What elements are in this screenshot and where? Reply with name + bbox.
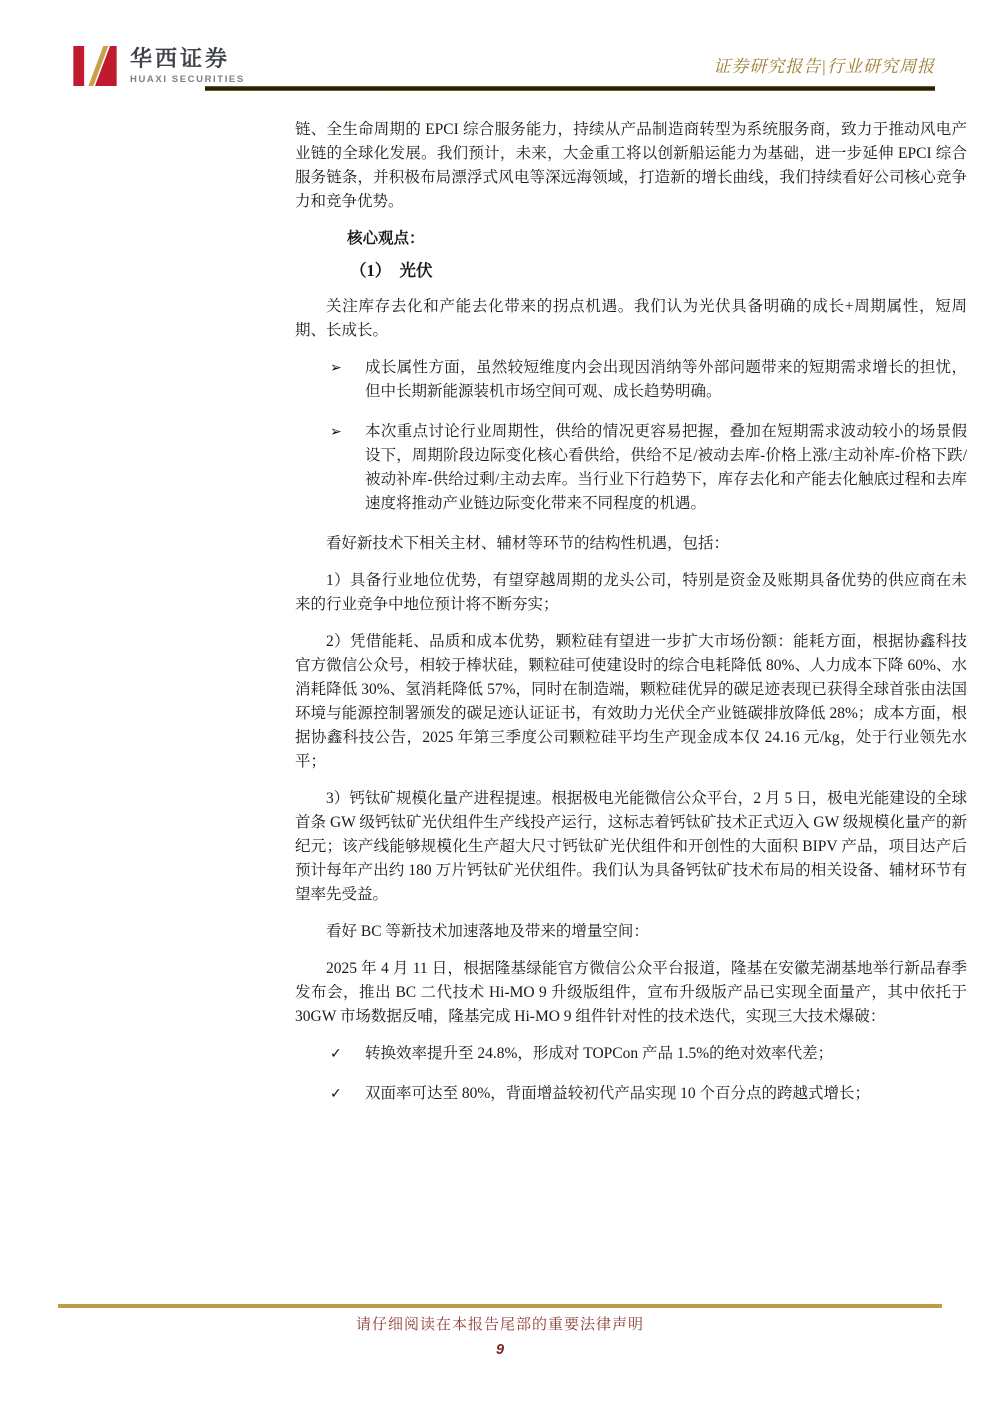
arrow-bullet-icon: ➢ (330, 360, 342, 376)
numbered-point-2: 2）凭借能耗、品质和成本优势，颗粒硅有望进一步扩大市场份额：能耗方面，根据协鑫科技官方微信公众号，相较于棒状硅，颗粒硅可使建设时的综合电耗降低 80%、人力成本下降 60%、水消耗降低 30%、氢消耗降低 57%，同时在制造端，颗粒硅优异的碳足迹表现已获得全球首张由法国环境与能源控制署颁发的碳足迹认证证书，有效助力光伏全产业链碳排放降低 28%；成本方面，根据协鑫科技公告，2025 年第三季度公司颗粒硅平均生产现金成本仅 24.16 元/kg，处于行业领先水平； (295, 633, 967, 770)
check-bullet-list (295, 1042, 967, 1106)
bullet-text: 双面率可达至 80%，背面增益较初代产品实现 10 个百分点的跨越式增长； (365, 1085, 871, 1102)
legal-disclaimer: 请仔细阅读在本报告尾部的重要法律声明 (355, 1317, 644, 1333)
arrow-bullet-icon: ➢ (330, 424, 342, 440)
logo-name-cn: 华西证券 (130, 45, 231, 71)
checkmark-icon: ✓ (330, 1086, 342, 1102)
paragraph-bc: 看好 BC 等新技术加速落地及带来的增量空间： (326, 923, 649, 940)
report-body (295, 118, 967, 1122)
numbered-point-1: 1）具备行业地位优势，有望穿越周期的龙头公司，特别是资金及账期具备优势的供应商在未来的行业竞争中地位预计将不断夯实； (295, 572, 967, 613)
paragraph-longi: 2025 年 4 月 11 日，根据隆基绿能官方微信公众平台报道，隆基在安徽芜湖基地举行新品春季发布会，推出 BC 二代技术 Hi-MO 9 升级版组件，宣布升级版产品已实现全面量产，其中依托于 30GW 市场数据反哺，隆基完成 Hi-MO 9 组件针对性的技术迭代，实现三大技术爆破： (295, 960, 967, 1025)
bullet-text: 转换效率提升至 24.8%，形成对 TOPCon 产品 1.5%的绝对效率代差； (365, 1045, 834, 1062)
section-1-heading: （1） 光伏 (350, 261, 433, 280)
bullet-text: 本次重点讨论行业周期性，供给的情况更容易把握，叠加在短期需求波动较小的场景假设下，周期阶段边际变化核心看供给，供给不足/被动去库-价格上涨/主动补库-价格下跌/被动补库-供给过剩/主动去库。当行业下行趋势下，库存去化和产能去化触底过程和去库速度将推动产业链边际变化带来不同程度的机遇。 (365, 423, 967, 512)
list-item (295, 1042, 967, 1066)
paragraph-structural: 看好新技术下相关主材、辅材等环节的结构性机遇，包括： (326, 535, 730, 552)
header-divider (205, 86, 935, 91)
footer-divider (58, 1304, 942, 1308)
list-item (295, 356, 967, 404)
arrow-bullet-list (295, 356, 967, 516)
list-item (295, 1082, 967, 1106)
logo-name-en: HUAXI SECURITIES (130, 73, 245, 85)
bullet-text: 成长属性方面，虽然较短维度内会出现因消纳等外部问题带来的短期需求增长的担忧，但中长期新能源装机市场空间可观、成长趋势明确。 (365, 359, 967, 400)
report-type-label: 证券研究报告|行业研究周报 (713, 57, 935, 76)
logo-text (130, 45, 245, 85)
core-view-heading: 核心观点： (347, 230, 425, 247)
checkmark-icon: ✓ (330, 1046, 342, 1062)
company-logo (70, 40, 245, 92)
page-number: 9 (495, 1342, 505, 1358)
numbered-point-3: 3）钙钛矿规模化量产进程提速。根据极电光能微信公众平台，2 月 5 日，极电光能建设的全球首条 GW 级钙钛矿光伏组件生产线投产运行，这标志着钙钛矿技术正式迈入 GW 级规模化量产的新纪元；该产线能够规模化生产超大尺寸钙钛矿光伏组件和开创性的大面积 BIPV 产品，项目达产后预计每年产出约 180 万片钙钛矿光伏组件。我们认为具备钙钛矿技术布局的相关设备、辅材环节有望率先受益。 (295, 790, 967, 903)
huaxi-logo-icon (70, 40, 120, 92)
paragraph-intro: 链、全生命周期的 EPCI 综合服务能力，持续从产品制造商转型为系统服务商，致力于推动风电产业链的全球化发展。我们预计，未来，大金重工将以创新船运能力为基础，进一步延伸 EPCI 综合服务链条，并积极布局漂浮式风电等深远海领域，打造新的增长曲线，我们持续看好公司核心竞争力和竞争优势。 (295, 121, 967, 210)
paragraph-turning-point: 关注库存去化和产能去化带来的拐点机遇。我们认为光伏具备明确的成长+周期属性，短周期、长成长。 (295, 298, 967, 339)
list-item (295, 420, 967, 516)
